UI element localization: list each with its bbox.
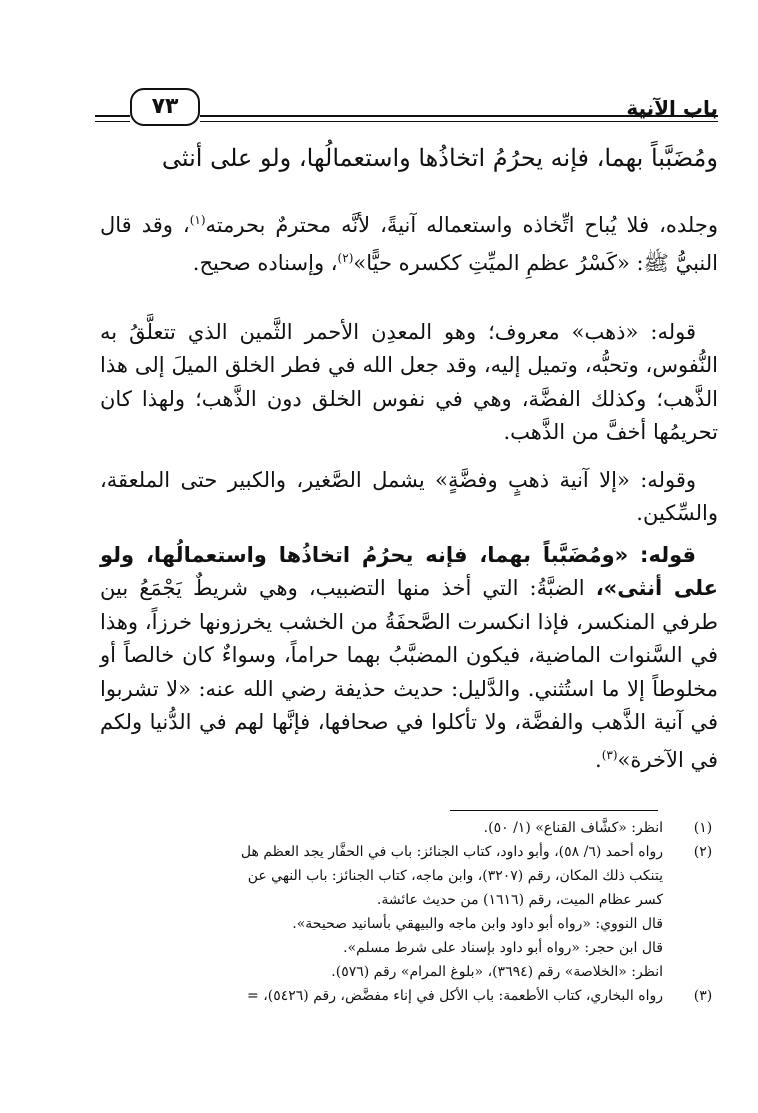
chapter-title: باب الآنية [626, 96, 718, 120]
footnote-ref-1: (١) [189, 213, 206, 227]
paragraph-1-text-c: ، وإسناده صحيح. [192, 251, 338, 276]
paragraph-3-text: وقوله: «إلا آنية ذهبٍ وفضَّةٍ» يشمل الصَّغير، والكبير حتى الملعقة، والسِّكين. [100, 468, 718, 526]
footnote-1 [80, 816, 718, 840]
paragraph-2 [100, 316, 718, 450]
footnote-number: (٢) [693, 844, 713, 860]
footnote-2 [80, 840, 718, 984]
paragraph-4-lemma: قوله: «ومُضَبَّباً بهما، فإنه يحرُمُ اتخاذُها واستعمالُها، ولو على أنثى»، [100, 543, 719, 601]
paragraph-4 [100, 539, 718, 778]
footnote-separator [450, 810, 658, 811]
page-number: ٧٣ [130, 88, 200, 126]
footnote-number: (١) [693, 820, 713, 836]
footnote-ref-2: (٢) [337, 251, 354, 266]
footnotes [80, 816, 718, 1008]
header-rule [200, 115, 718, 117]
paragraph-1-text: وجلده، فلا يُباح اتِّخاذه واستعماله آنيةً، لأنَّه محترمٌ بحرمته [205, 213, 719, 237]
footnote-line: قال ابن حجر: «رواه أبو داود بإسناد على شرط مسلم». [343, 940, 663, 956]
footnote-line: انظر: «كشَّاف القناع» (١/ ٥٠). [483, 820, 663, 836]
paragraph-3 [100, 464, 718, 531]
paragraph-1-text-b: ، وقد قال النبيُّ ﷺ: «كَسْرُ عظمِ الميِّتِ ككسره حيًّا» [100, 213, 718, 276]
footnote-ref-3: (٣) [601, 748, 618, 763]
paragraph-1 [100, 204, 718, 281]
header-rule-left-thin [95, 121, 130, 122]
footnote-3 [80, 984, 718, 1008]
footnote-line: انظر: «الخلاصة» رقم (٣٦٩٤)، «بلوغ المرام» رقم (٥٧٦). [331, 964, 663, 980]
paragraph-4-text: الضبَّةُ: التي أخذ منها التضبيب، وهي شريطٌ يَجْمَعُ بين طرفي المنكسر، فإذا انكسرت الصَّحفَةُ من الخشب يخرزونها خرزاً، وهذا في السَّنوات الماضية، فيكون المضبَّبُ بهما حراماً، وسواءٌ كان خالصاً أو مخلوطاً إلا ما استُثني. والدَّليل: حديث حذيفة رضي الله عنه: «لا تشربوا في آنية الذَّهب والفضَّة، ولا تأكلوا في صحافها، فإنَّها لهم في الدُّنيا ولكم في الآخرة» [100, 576, 718, 773]
paragraph-4-end: . [595, 748, 602, 773]
footnote-line: قال النووي: «رواه أبو داود وابن ماجه والبيهقي بأسانيد صحيحة». [292, 916, 663, 932]
footnote-line: رواه أحمد (٦/ ٥٨)، وأبو داود، كتاب الجنائز: باب في الحفَّار يجد العظم هل [240, 844, 663, 860]
footnote-line: كسر عظام الميت، رقم (١٦١٦) من حديث عائشة. [376, 892, 663, 908]
matn-line: ومُضَبَّباً بهما، فإنه يحرُمُ اتخاذُها واستعمالُها، ولو على أنثى [161, 144, 718, 172]
paragraph-2-text: قوله: «ذهب» معروف؛ وهو المعدِن الأحمر الثَّمين الذي تتعلَّقُ به النُّفوس، وتحبُّه، وتميل إليه، وقد جعل الله في فطر الخلق الميلَ إلى هذا الذَّهب؛ وكذلك الفضَّة، وهي في نفوس الخلق دون الذَّهب؛ ولهذا كان تحريمُها أخفَّ من الذَّهب. [100, 320, 718, 445]
footnote-line: رواه البخاري، كتاب الأطعمة: باب الأكل في إناء مفضَّض، رقم (٥٤٢٦)، = [247, 988, 663, 1004]
footnote-number: (٣) [693, 988, 713, 1004]
footnote-line: يتنكب ذلك المكان، رقم (٣٢٠٧)، وابن ماجه، كتاب الجنائز: باب النهي عن [247, 868, 663, 884]
header-rule-thin [200, 121, 718, 122]
header-rule-left [95, 115, 130, 117]
